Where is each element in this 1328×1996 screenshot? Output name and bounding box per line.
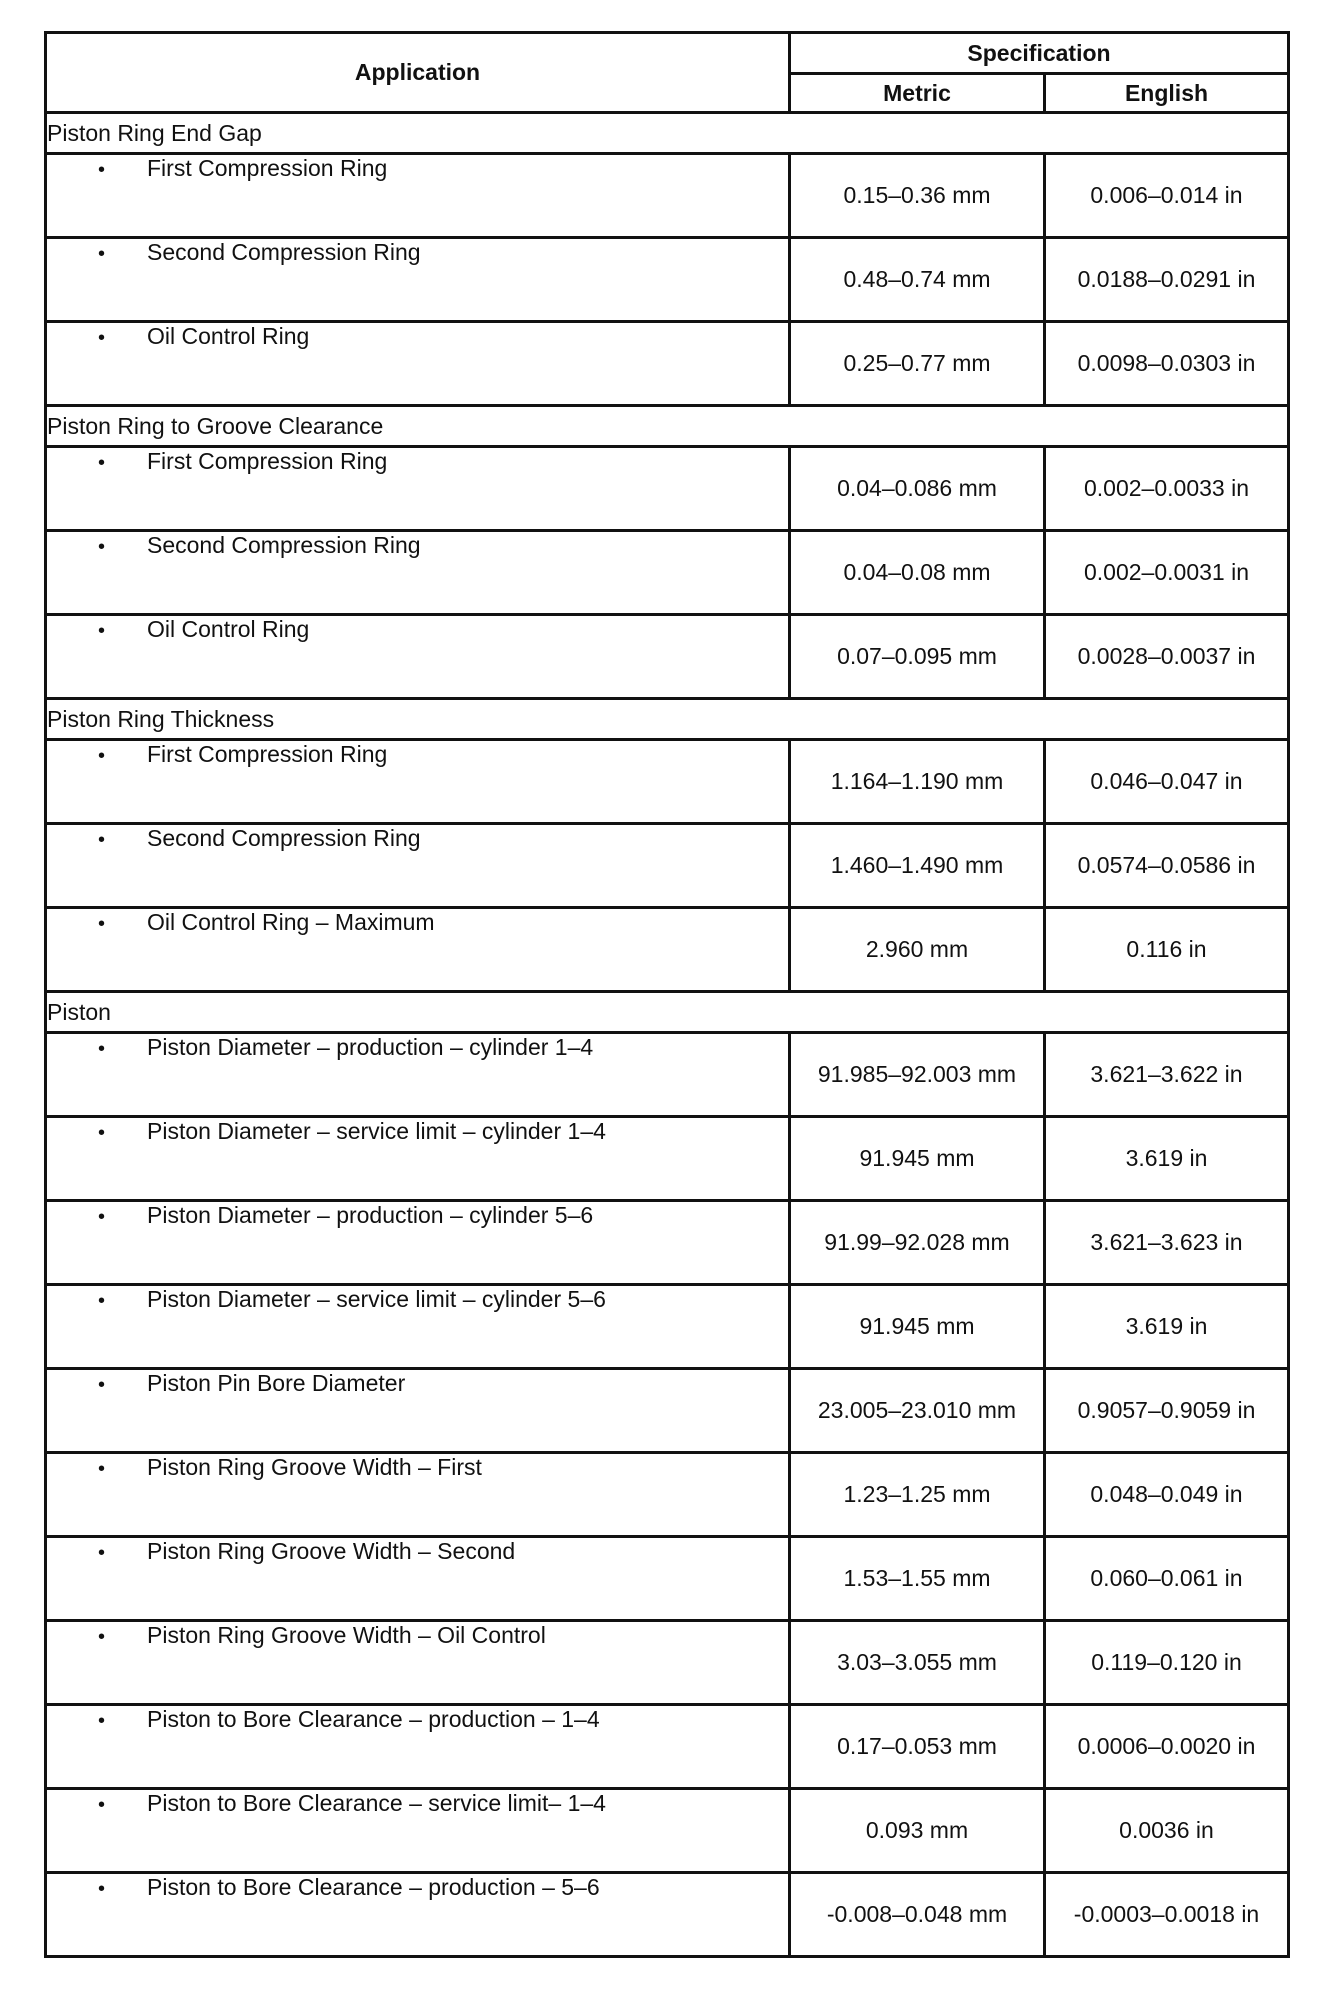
table-header (46, 33, 1289, 113)
english-value: 0.119–0.120 in (1045, 1621, 1289, 1705)
specification-table (44, 31, 1290, 1958)
application-cell (46, 1537, 790, 1621)
metric-value: 0.17–0.053 mm (790, 1705, 1045, 1789)
item-label: Oil Control Ring (147, 323, 310, 349)
metric-value: 1.23–1.25 mm (790, 1453, 1045, 1537)
english-value: 3.621–3.623 in (1045, 1201, 1289, 1285)
english-value: 0.048–0.049 in (1045, 1453, 1289, 1537)
section-row (46, 113, 1289, 154)
bullet-icon: • (97, 1626, 105, 1648)
english-value: 0.0036 in (1045, 1789, 1289, 1873)
application-cell (46, 1117, 790, 1201)
item-label: First Compression Ring (147, 741, 388, 767)
table-row (46, 1453, 1289, 1537)
metric-value: 1.460–1.490 mm (790, 824, 1045, 908)
item-label: Oil Control Ring – Maximum (147, 909, 435, 935)
metric-header: Metric (790, 74, 1045, 113)
metric-value: 91.945 mm (790, 1117, 1045, 1201)
item-label: Piston Diameter – service limit – cylinder 5–6 (147, 1286, 606, 1312)
item-label: Second Compression Ring (147, 532, 421, 558)
table-row (46, 1201, 1289, 1285)
metric-value: -0.008–0.048 mm (790, 1873, 1045, 1957)
metric-value: 0.093 mm (790, 1789, 1045, 1873)
item-label: Oil Control Ring (147, 616, 310, 642)
english-value: 0.0006–0.0020 in (1045, 1705, 1289, 1789)
table-row (46, 824, 1289, 908)
item-label: Second Compression Ring (147, 825, 421, 851)
table-row (46, 1369, 1289, 1453)
table-row (46, 154, 1289, 238)
metric-value: 0.25–0.77 mm (790, 322, 1045, 406)
table-row (46, 1705, 1289, 1789)
bullet-icon: • (97, 1542, 105, 1564)
item-label: Piston to Bore Clearance – production – 1–4 (147, 1706, 600, 1732)
bullet-icon: • (97, 913, 105, 935)
table-row (46, 1117, 1289, 1201)
english-value: 3.621–3.622 in (1045, 1033, 1289, 1117)
bullet-icon: • (97, 327, 105, 349)
table-row (46, 908, 1289, 992)
table-row (46, 1537, 1289, 1621)
metric-value: 0.04–0.086 mm (790, 447, 1045, 531)
application-cell (46, 824, 790, 908)
item-label: Piston Ring Groove Width – Oil Control (147, 1622, 546, 1648)
metric-value: 91.985–92.003 mm (790, 1033, 1045, 1117)
bullet-icon: • (97, 620, 105, 642)
metric-value: 0.04–0.08 mm (790, 531, 1045, 615)
bullet-icon: • (97, 1374, 105, 1396)
metric-value: 0.48–0.74 mm (790, 238, 1045, 322)
english-value: 0.9057–0.9059 in (1045, 1369, 1289, 1453)
application-cell (46, 1369, 790, 1453)
section-title: Piston Ring Thickness (46, 699, 1289, 740)
metric-value: 0.07–0.095 mm (790, 615, 1045, 699)
english-value: 0.002–0.0033 in (1045, 447, 1289, 531)
metric-value: 91.99–92.028 mm (790, 1201, 1045, 1285)
application-cell (46, 1033, 790, 1117)
table-row (46, 1873, 1289, 1957)
english-value: 0.006–0.014 in (1045, 154, 1289, 238)
bullet-icon: • (97, 1710, 105, 1732)
application-cell (46, 1453, 790, 1537)
english-value: 3.619 in (1045, 1285, 1289, 1369)
item-label: Piston Ring Groove Width – First (147, 1454, 482, 1480)
item-label: First Compression Ring (147, 448, 388, 474)
english-value: 3.619 in (1045, 1117, 1289, 1201)
item-label: Piston to Bore Clearance – service limit– 1–4 (147, 1790, 606, 1816)
header-row-top (46, 33, 1289, 74)
bullet-icon: • (97, 536, 105, 558)
application-cell (46, 531, 790, 615)
english-value: 0.002–0.0031 in (1045, 531, 1289, 615)
english-value: 0.0188–0.0291 in (1045, 238, 1289, 322)
section-row (46, 699, 1289, 740)
bullet-icon: • (97, 1206, 105, 1228)
table-row (46, 740, 1289, 824)
item-label: First Compression Ring (147, 155, 388, 181)
bullet-icon: • (97, 1458, 105, 1480)
metric-value: 3.03–3.055 mm (790, 1621, 1045, 1705)
application-cell (46, 238, 790, 322)
section-title: Piston Ring to Groove Clearance (46, 406, 1289, 447)
metric-value: 23.005–23.010 mm (790, 1369, 1045, 1453)
application-header: Application (46, 33, 790, 113)
item-label: Second Compression Ring (147, 239, 421, 265)
bullet-icon: • (97, 452, 105, 474)
metric-value: 1.53–1.55 mm (790, 1537, 1045, 1621)
table-row (46, 238, 1289, 322)
english-value: 0.0028–0.0037 in (1045, 615, 1289, 699)
bullet-icon: • (97, 1122, 105, 1144)
item-label: Piston Diameter – service limit – cylinder 1–4 (147, 1118, 606, 1144)
section-title: Piston (46, 992, 1289, 1033)
application-cell (46, 740, 790, 824)
item-label: Piston to Bore Clearance – production – 5–6 (147, 1874, 600, 1900)
table-row (46, 447, 1289, 531)
specification-header: Specification (790, 33, 1289, 74)
english-value: 0.0574–0.0586 in (1045, 824, 1289, 908)
item-label: Piston Diameter – production – cylinder 5–6 (147, 1202, 594, 1228)
table-row (46, 1621, 1289, 1705)
english-value: 0.060–0.061 in (1045, 1537, 1289, 1621)
application-cell (46, 1621, 790, 1705)
item-label: Piston Pin Bore Diameter (147, 1370, 406, 1396)
table-row (46, 1789, 1289, 1873)
metric-value: 0.15–0.36 mm (790, 154, 1045, 238)
application-cell (46, 1285, 790, 1369)
section-title: Piston Ring End Gap (46, 113, 1289, 154)
bullet-icon: • (97, 745, 105, 767)
table-row (46, 615, 1289, 699)
application-cell (46, 1789, 790, 1873)
english-value: 0.046–0.047 in (1045, 740, 1289, 824)
bullet-icon: • (97, 829, 105, 851)
application-cell (46, 1705, 790, 1789)
table-row (46, 1033, 1289, 1117)
application-cell (46, 1873, 790, 1957)
item-label: Piston Ring Groove Width – Second (147, 1538, 516, 1564)
table-row (46, 1285, 1289, 1369)
english-value: -0.0003–0.0018 in (1045, 1873, 1289, 1957)
application-cell (46, 615, 790, 699)
table-row (46, 531, 1289, 615)
metric-value: 1.164–1.190 mm (790, 740, 1045, 824)
metric-value: 2.960 mm (790, 908, 1045, 992)
english-value: 0.116 in (1045, 908, 1289, 992)
bullet-icon: • (97, 243, 105, 265)
bullet-icon: • (97, 1038, 105, 1060)
bullet-icon: • (97, 1794, 105, 1816)
bullet-icon: • (97, 1878, 105, 1900)
english-value: 0.0098–0.0303 in (1045, 322, 1289, 406)
english-header: English (1045, 74, 1289, 113)
application-cell (46, 322, 790, 406)
item-label: Piston Diameter – production – cylinder 1–4 (147, 1034, 594, 1060)
application-cell (46, 154, 790, 238)
bullet-icon: • (97, 1290, 105, 1312)
table-body (46, 113, 1289, 1957)
application-cell (46, 1201, 790, 1285)
bullet-icon: • (97, 159, 105, 181)
table-row (46, 322, 1289, 406)
metric-value: 91.945 mm (790, 1285, 1045, 1369)
section-row (46, 406, 1289, 447)
application-cell (46, 908, 790, 992)
application-cell (46, 447, 790, 531)
section-row (46, 992, 1289, 1033)
